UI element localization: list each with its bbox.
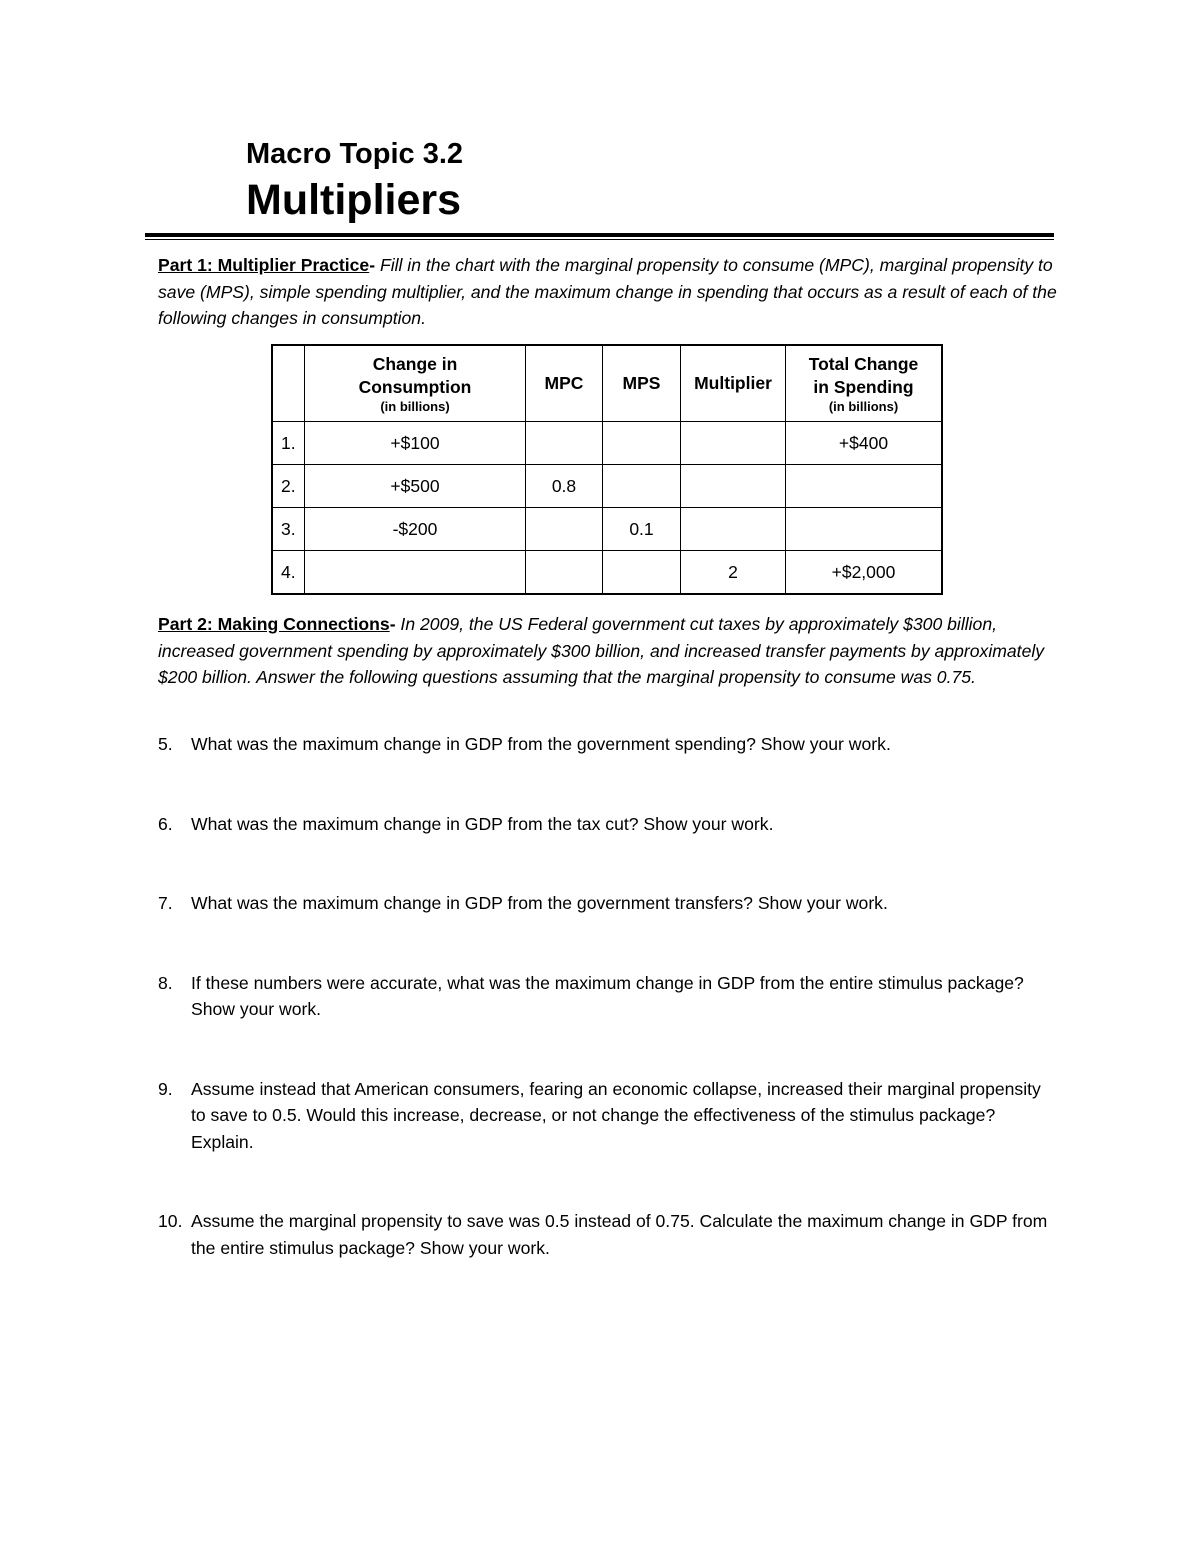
question-number: 7. [158,893,173,913]
mps-cell[interactable] [603,551,681,595]
mps-cell[interactable] [603,422,681,465]
multiplier-header: Multiplier [681,345,786,422]
question-item [158,811,1058,838]
total-header-unit: (in billions) [828,398,899,414]
header-divider [145,233,1054,237]
part1-heading: Part 1: Multiplier Practice [158,255,370,275]
question-text: What was the maximum change in GDP from the tax cut? Show your work. [191,813,774,834]
row-number: 2. [272,465,305,508]
question-text: What was the maximum change in GDP from the government spending? Show your work. [191,734,891,754]
table-row [272,551,942,595]
mpc-cell[interactable]: 0.8 [526,465,603,508]
row-number: 3. [272,508,305,551]
question-list [158,731,1058,1261]
total-change-header [786,345,943,422]
mpc-cell[interactable] [526,422,603,465]
question-item [158,1208,1058,1261]
question-number: 8. [158,972,173,993]
question-item [158,970,1058,1023]
total-cell[interactable]: +$2,000 [786,551,943,595]
change-cell[interactable]: +$100 [305,422,526,465]
part1-text: Fill in the chart with the marginal propensity to consume (MPC), marginal propensity to save (MPS), simple spending multiplier, and the maximum change in spending that occurs as a result of each of the following changes in consumption. [158,255,1057,328]
mps-header: MPS [603,345,681,422]
change-consumption-header [305,345,526,422]
multiplier-cell[interactable] [681,508,786,551]
total-header-line1: Total Change [808,353,919,374]
question-text: Assume the marginal propensity to save was 0.5 instead of 0.75. Calculate the maximum change in GDP from the entire stimulus package? Show your work. [191,1211,1048,1258]
row-number-header [272,345,305,422]
multiplier-cell[interactable] [681,465,786,508]
change-cell[interactable]: +$500 [305,465,526,508]
part1-instructions [158,252,1058,332]
mps-cell[interactable]: 0.1 [603,508,681,551]
multiplier-cell[interactable]: 2 [681,551,786,595]
table-row [272,422,942,465]
mpc-cell[interactable] [526,508,603,551]
question-item [158,731,1058,758]
multiplier-cell[interactable] [681,422,786,465]
total-cell[interactable] [786,465,943,508]
page-title: Multipliers [246,176,462,224]
part2-instructions [158,611,1058,691]
question-item [158,1076,1058,1156]
row-number: 1. [272,422,305,465]
change-header-line1: Change in [372,353,458,374]
total-cell[interactable] [786,508,943,551]
total-cell[interactable]: +$400 [786,422,943,465]
header-divider-thin [145,239,1054,240]
table-row [272,508,942,551]
part2-dash: - [389,614,396,634]
question-number: 9. [158,1078,173,1099]
question-number: 5. [158,734,173,754]
total-header-line2: in Spending [813,376,914,397]
question-number: 10. [158,1211,183,1231]
multiplier-table [271,344,943,595]
row-number: 4. [272,551,305,595]
table-row [272,465,942,508]
change-cell[interactable]: -$200 [305,508,526,551]
change-header-line2: Consumption [358,376,472,397]
part1-dash: - [369,255,376,275]
question-text: What was the maximum change in GDP from the government transfers? Show your work. [191,893,888,913]
question-text: Assume instead that American consumers, fearing an economic collapse, increased their marginal propensity to save to 0.5. Would this increase, decrease, or not change the effectiveness of the stimulus package? Explain. [191,1078,1041,1152]
part2-text: In 2009, the US Federal government cut taxes by approximately $300 billion, increased government spending by approximately $300 billion, and increased transfer payments by approximately $200 billion. Answer the following questions assuming that the marginal propensity to consume was 0.75. [158,614,1045,687]
table-header-row [272,345,942,422]
change-cell[interactable] [305,551,526,595]
question-item [158,890,1058,917]
mpc-cell[interactable] [526,551,603,595]
question-text: If these numbers were accurate, what was the maximum change in GDP from the entire stimulus package? Show your work. [191,972,1024,1019]
change-header-unit: (in billions) [380,398,450,414]
mpc-header: MPC [526,345,603,422]
question-number: 6. [158,813,173,834]
part2-heading: Part 2: Making Connections [158,614,390,634]
page-subtitle: Macro Topic 3.2 [246,138,464,170]
mps-cell[interactable] [603,465,681,508]
